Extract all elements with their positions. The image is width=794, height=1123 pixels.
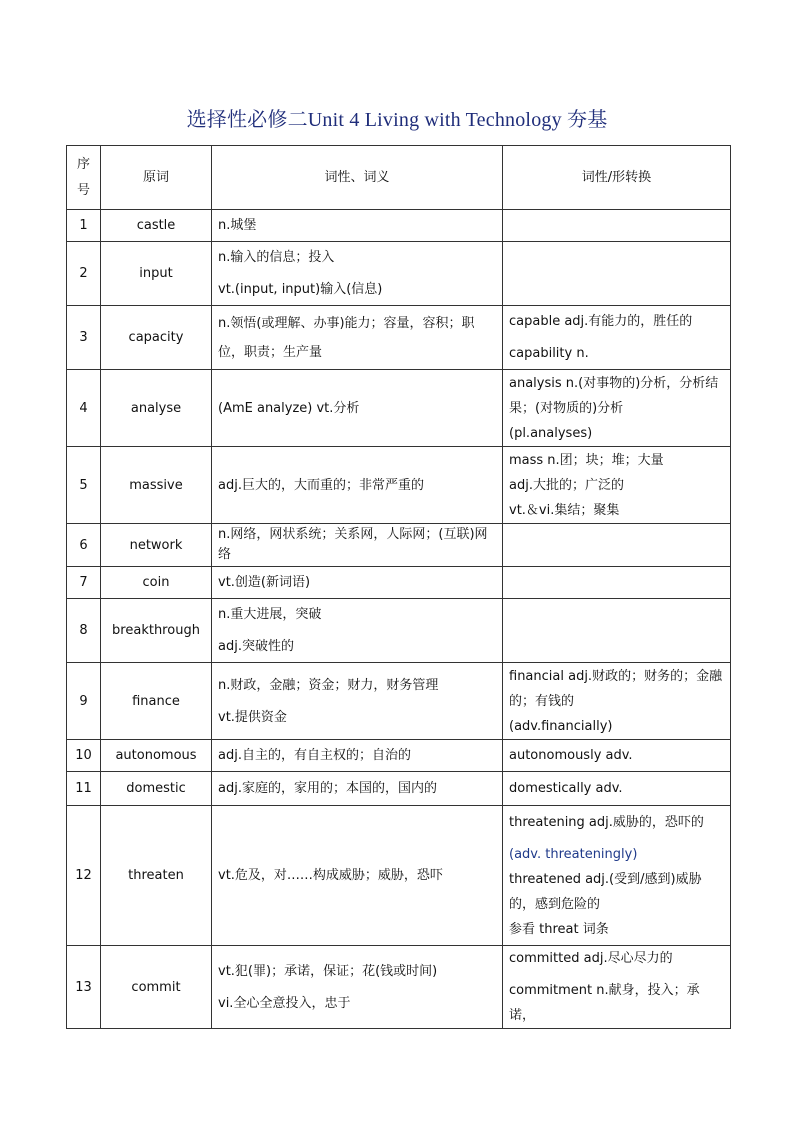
table-row: [67, 806, 731, 946]
header-number: 序 号: [67, 146, 101, 210]
row-meaning: n.输入的信息；投入 vt.(input, input)输入(信息): [212, 242, 503, 306]
table-row: [67, 447, 731, 524]
row-meaning: adj.自主的，有自主权的；自治的: [212, 740, 503, 772]
row-conversion: capable adj.有能力的，胜任的 capability n.: [503, 306, 731, 370]
row-meaning: n.城堡: [212, 210, 503, 242]
row-conversion: [503, 210, 731, 242]
row-word: castle: [101, 210, 212, 242]
row-word: massive: [101, 447, 212, 524]
row-number: 8: [67, 599, 101, 663]
row-meaning: n.网络，网状系统；关系网，人际网；(互联)网络: [212, 524, 503, 567]
row-conversion: [503, 567, 731, 599]
row-meaning: (AmE analyze) vt.分析: [212, 370, 503, 447]
row-number: 6: [67, 524, 101, 567]
page-title: 选择性必修二Unit 4 Living with Technology 夯基: [186, 109, 608, 131]
row-meaning: vt.危及，对……构成威胁；威胁，恐吓: [212, 806, 503, 946]
row-word: threaten: [101, 806, 212, 946]
row-conversion: threatening adj.威胁的，恐吓的 (adv. threateningly) threatened adj.(受到/感到)威胁的，感到危险的 参看 threat 词条: [503, 806, 731, 946]
row-conversion: mass n.团；块；堆；大量 adj.大批的；广泛的 vt.＆vi.集结；聚集: [503, 447, 731, 524]
row-word: breakthrough: [101, 599, 212, 663]
row-conversion: domestically adv.: [503, 772, 731, 806]
table-row: [67, 740, 731, 772]
row-conversion: financial adj.财政的；财务的；金融的；有钱的 (adv.financially): [503, 663, 731, 740]
row-word: input: [101, 242, 212, 306]
row-number: 1: [67, 210, 101, 242]
row-word: autonomous: [101, 740, 212, 772]
row-word: finance: [101, 663, 212, 740]
table-row: [67, 599, 731, 663]
row-meaning: vt.犯(罪)；承诺，保证；花(钱或时间) vi.全心全意投入，忠于: [212, 946, 503, 1029]
row-word: coin: [101, 567, 212, 599]
row-word: commit: [101, 946, 212, 1029]
row-meaning: n.重大进展，突破 adj.突破性的: [212, 599, 503, 663]
table-row: [67, 370, 731, 447]
row-number: 4: [67, 370, 101, 447]
row-number: 10: [67, 740, 101, 772]
row-number: 12: [67, 806, 101, 946]
row-word: domestic: [101, 772, 212, 806]
row-conversion: analysis n.(对事物的)分析，分析结果；(对物质的)分析 (pl.analyses): [503, 370, 731, 447]
row-conversion: committed adj.尽心尽力的 commitment n.献身，投入；承诺，: [503, 946, 731, 1029]
row-word: network: [101, 524, 212, 567]
row-number: 5: [67, 447, 101, 524]
table-row: [67, 524, 731, 567]
row-conversion: [503, 524, 731, 567]
row-number: 2: [67, 242, 101, 306]
table-row: [67, 663, 731, 740]
row-conversion: [503, 242, 731, 306]
table-row: [67, 210, 731, 242]
row-meaning: vt.创造(新词语): [212, 567, 503, 599]
row-word: analyse: [101, 370, 212, 447]
row-number: 7: [67, 567, 101, 599]
vocabulary-table: [66, 145, 731, 1029]
table-header-row: [67, 146, 731, 210]
row-conversion: [503, 599, 731, 663]
table-row: [67, 242, 731, 306]
row-meaning: adj.巨大的，大而重的；非常严重的: [212, 447, 503, 524]
table-row: [67, 567, 731, 599]
row-number: 11: [67, 772, 101, 806]
row-word: capacity: [101, 306, 212, 370]
table-row: [67, 946, 731, 1029]
header-word: 原词: [101, 146, 212, 210]
row-meaning: n.财政，金融；资金；财力，财务管理 vt.提供资金: [212, 663, 503, 740]
table-row: [67, 306, 731, 370]
row-number: 9: [67, 663, 101, 740]
table-row: [67, 772, 731, 806]
header-meaning: 词性、词义: [212, 146, 503, 210]
row-conversion: autonomously adv.: [503, 740, 731, 772]
row-meaning: n.领悟(或理解、办事)能力；容量，容积；职位，职责；生产量: [212, 306, 503, 370]
row-number: 13: [67, 946, 101, 1029]
row-meaning: adj.家庭的，家用的；本国的，国内的: [212, 772, 503, 806]
header-conversion: 词性/形转换: [503, 146, 731, 210]
row-number: 3: [67, 306, 101, 370]
